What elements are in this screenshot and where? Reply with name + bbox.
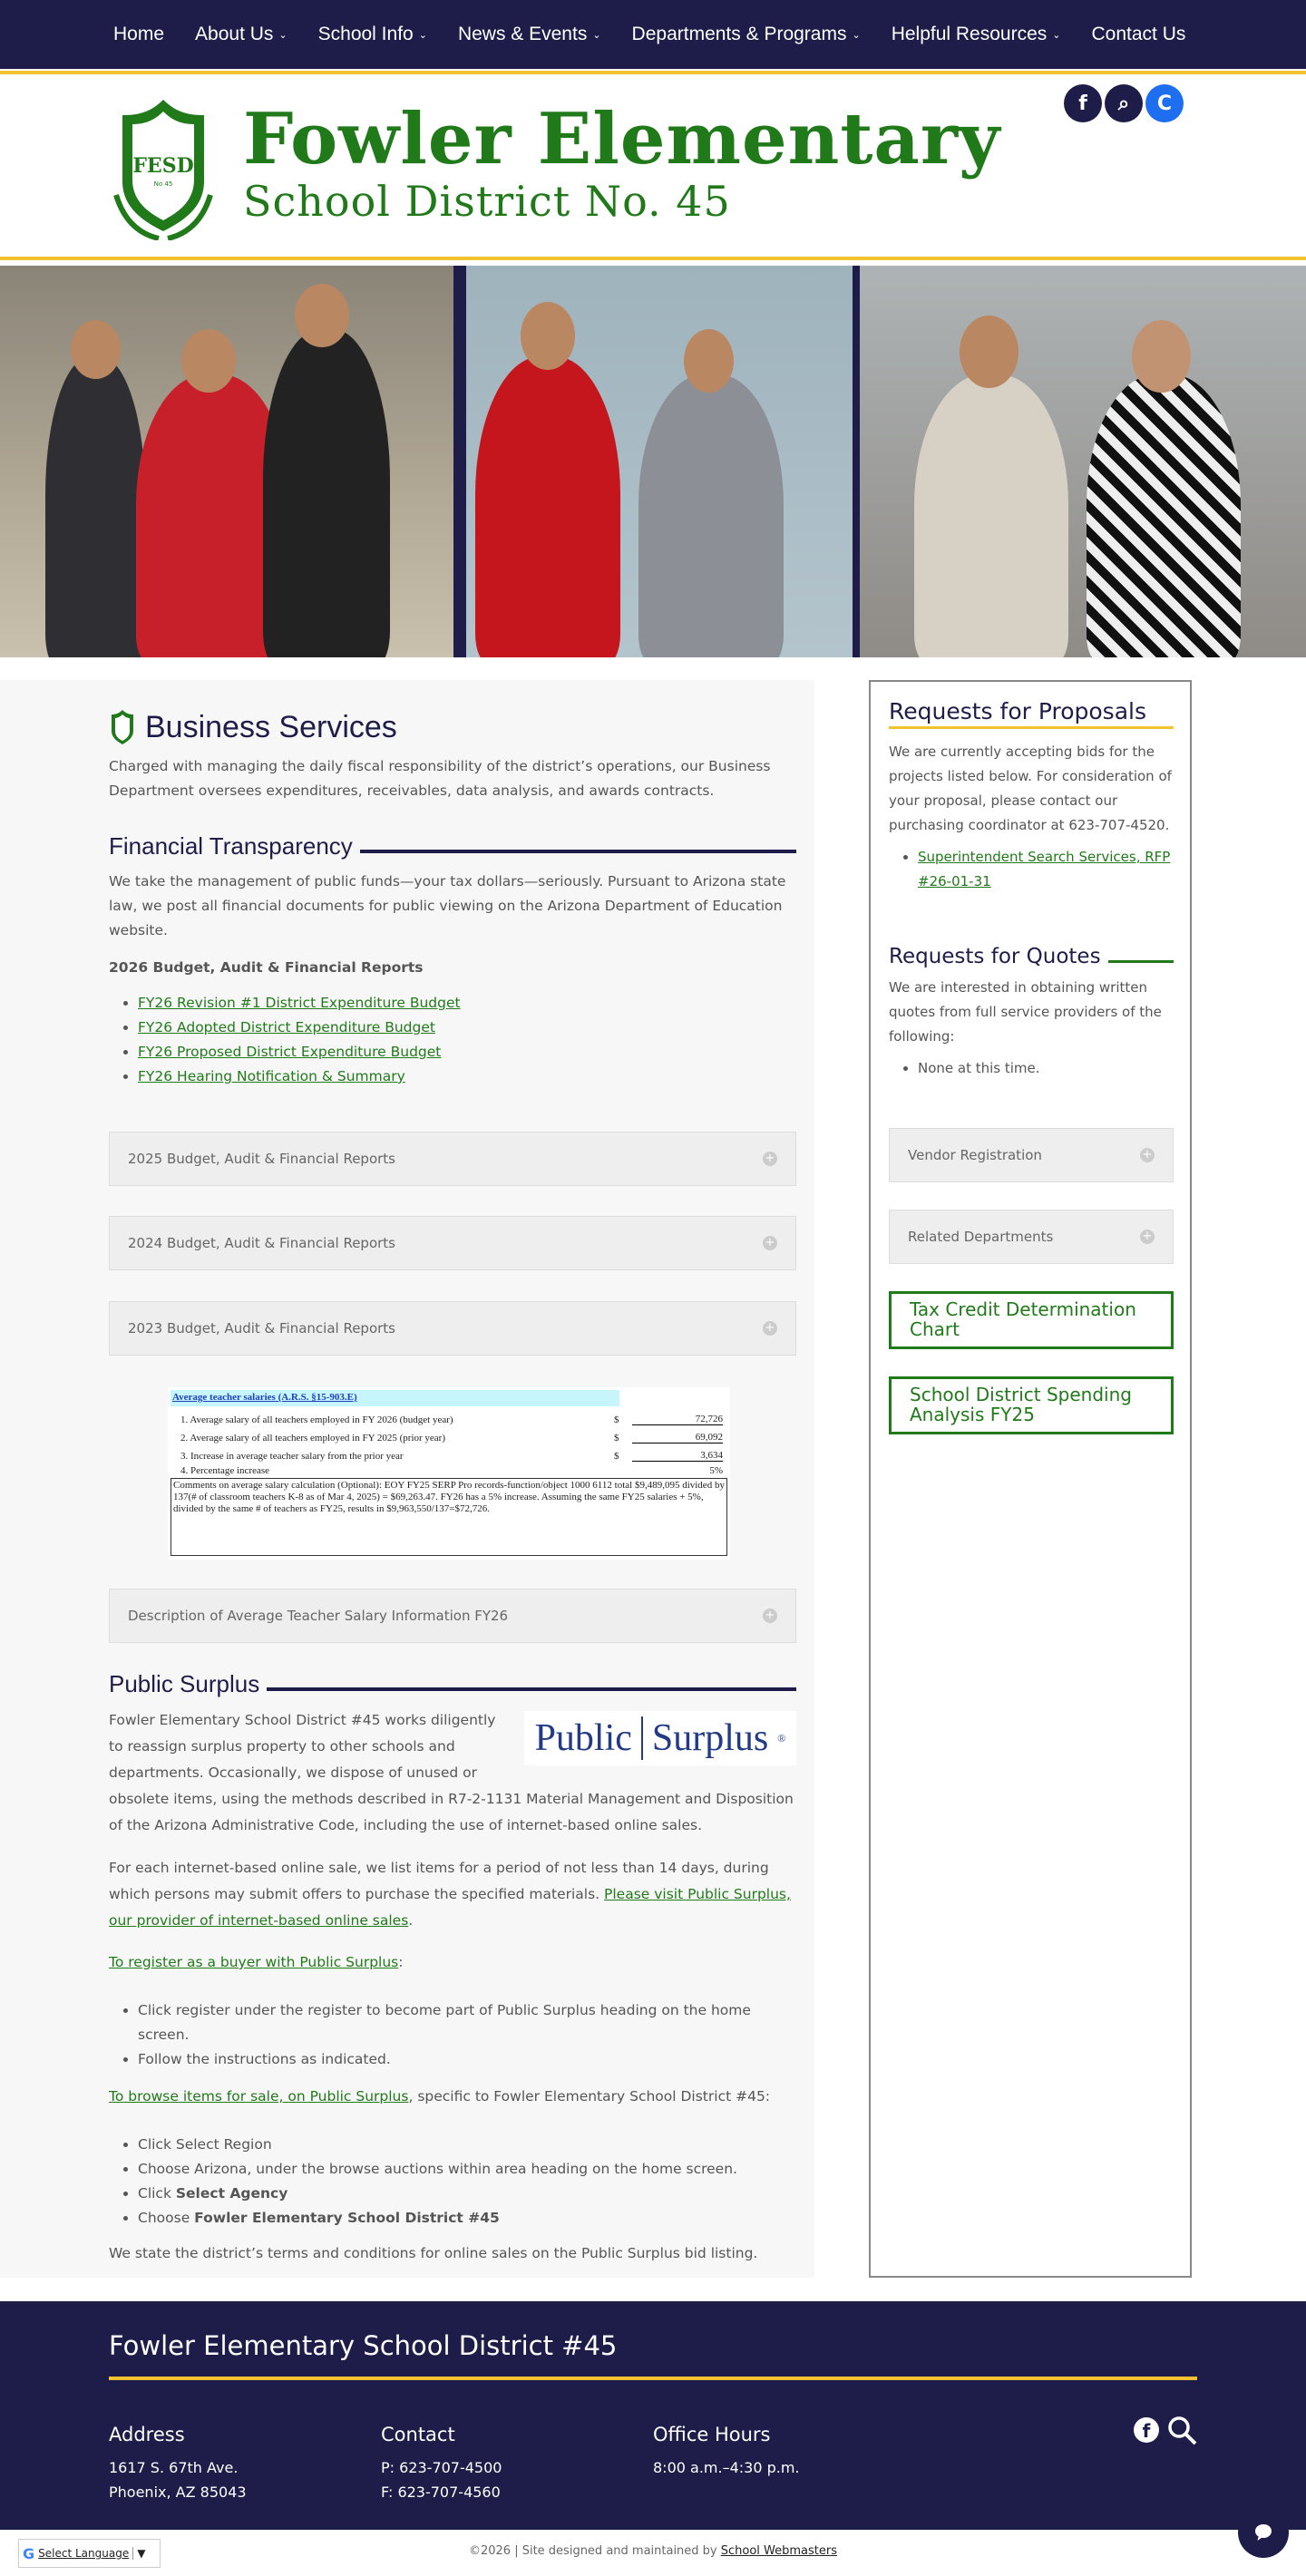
accordion-2024-reports[interactable] bbox=[109, 1216, 796, 1270]
financial-text: We take the management of public funds—your tax dollars—seriously. Pursuant to Arizona state law, we post all financial documents for public viewing on the Arizona Department of Education website. bbox=[109, 873, 786, 938]
heading-text: Requests for Quotes bbox=[889, 945, 1101, 968]
nav-school-info[interactable] bbox=[318, 24, 427, 45]
chevron-down-icon: ⌄ bbox=[278, 29, 288, 41]
chevron-down-icon: ⌄ bbox=[852, 29, 861, 41]
salary-row bbox=[168, 1462, 730, 1476]
plus-icon: + bbox=[1140, 1230, 1155, 1244]
svg-text:FESD: FESD bbox=[132, 154, 194, 178]
report-link[interactable]: FY26 Proposed District Expenditure Budget bbox=[138, 1044, 442, 1060]
accordion-label: Vendor Registration bbox=[908, 1147, 1042, 1163]
sidebar bbox=[869, 680, 1192, 2278]
nav-contact-us[interactable] bbox=[1092, 24, 1186, 45]
rfp-text: We are currently accepting bids for the projects listed below. For consideration of your proposal, please contact our purchasing coordinator at 623-707-4520. bbox=[889, 744, 1172, 833]
row-currency: $ bbox=[614, 1414, 619, 1425]
accordion-label: Description of Average Teacher Salary Information FY26 bbox=[128, 1608, 509, 1624]
c-icon[interactable] bbox=[1145, 84, 1184, 122]
address bbox=[109, 2455, 247, 2504]
chat-button[interactable] bbox=[1238, 2507, 1289, 2558]
row-currency: $ bbox=[614, 1451, 619, 1462]
step-text: Click bbox=[138, 2185, 176, 2202]
accordion-label: Related Departments bbox=[908, 1229, 1054, 1245]
salary-row bbox=[168, 1407, 730, 1425]
plus-icon: + bbox=[763, 1609, 777, 1623]
hero-photo-collage bbox=[0, 266, 1306, 657]
paragraph-text: For each internet-based online sale, we list items for a period of not less than 14 days, during which persons may submit offers to purchase the specified materials. bbox=[109, 1860, 769, 1902]
accordion-label: 2023 Budget, Audit & Financial Reports bbox=[128, 1320, 395, 1337]
financial-transparency-heading bbox=[109, 832, 796, 860]
bottom-bar bbox=[0, 2530, 1306, 2576]
salary-table-title: Average teacher salaries (A.R.S. §15-903.E) bbox=[172, 1392, 357, 1403]
public-surplus-link[interactable]: Please visit Public Surplus, our provider of internet-based online sales bbox=[109, 1886, 791, 1929]
address-heading: Address bbox=[109, 2424, 185, 2445]
shield-icon bbox=[109, 95, 218, 240]
row-value: 69,092 bbox=[632, 1432, 723, 1444]
browse-steps bbox=[109, 2133, 796, 2231]
gold-divider bbox=[0, 257, 1306, 260]
gold-divider bbox=[0, 71, 1306, 74]
list-item bbox=[918, 845, 1174, 894]
nav-label: Helpful Resources bbox=[891, 24, 1048, 44]
row-value: 5% bbox=[709, 1465, 723, 1476]
salary-comments: Comments on average salary calculation (Optional): EOY FY25 SERP Pro records-function/object 1000 6112 total $9,489,095 divided by 137(# of classroom teachers K-8 as of Mar 4, 2025) = $69,263.47. FY26 has a 5% increase. Assuming the same FY25 salaries + 5%, divided by the same # of teachers as FY25, results in $9,963,550/137=$72,726. bbox=[171, 1478, 727, 1556]
surplus-paragraph: Fowler Elementary School District #45 works diligently to reassign surplus property to other schools and departments. Occasionally, we dispose of unused or obsolete items, using the methods described in R7-2-1131 Material Management and Disposition of the Arizona Administrative Code, including the use of internet-based online sales. bbox=[109, 1712, 794, 1833]
row-label: 4. Percentage increase bbox=[180, 1465, 270, 1476]
heading-rule bbox=[1108, 960, 1174, 963]
rfp-link[interactable]: Superintendent Search Services, RFP #26-01-31 bbox=[918, 849, 1171, 889]
list-item: • Follow the instructions as indicated. bbox=[138, 2047, 796, 2072]
accordion-label: 2025 Budget, Audit & Financial Reports bbox=[128, 1151, 395, 1167]
copyright-text: ©2026 | Site designed and maintained by bbox=[468, 2544, 721, 2558]
chevron-down-icon: ⌄ bbox=[592, 29, 601, 41]
list-item bbox=[138, 2206, 796, 2231]
logo-text: Surplus bbox=[651, 1717, 769, 1759]
hero-photo-2 bbox=[466, 266, 853, 657]
chevron-down-icon: ⌄ bbox=[1052, 29, 1061, 41]
gold-divider bbox=[109, 2377, 1197, 2380]
hero-photo-3 bbox=[860, 266, 1306, 657]
row-value: 72,726 bbox=[632, 1414, 723, 1425]
accordion-related-departments[interactable] bbox=[889, 1210, 1174, 1264]
webmasters-link[interactable]: School Webmasters bbox=[720, 2544, 838, 2558]
reports-2026-heading: 2026 Budget, Audit & Financial Reports bbox=[109, 959, 424, 976]
nav-label: Home bbox=[113, 24, 165, 44]
plus-icon: + bbox=[763, 1321, 777, 1336]
site-subtitle: School District No. 45 bbox=[243, 177, 731, 226]
chevron-down-icon: ⌄ bbox=[418, 29, 427, 41]
fax: F: 623-707-4560 bbox=[381, 2484, 501, 2501]
nav-departments[interactable] bbox=[632, 24, 861, 45]
row-label: 3. Increase in average teacher salary from the prior year bbox=[180, 1451, 404, 1462]
register-link[interactable]: To register as a buyer with Public Surplus bbox=[109, 1954, 399, 1970]
salary-row bbox=[168, 1425, 730, 1444]
footer-title: Fowler Elementary School District #45 bbox=[109, 2330, 618, 2361]
step-bold: Fowler Elementary School District #45 bbox=[194, 2210, 500, 2226]
report-link[interactable]: FY26 Adopted District Expenditure Budget bbox=[138, 1019, 435, 1035]
browse-line bbox=[109, 2085, 796, 2109]
search-icon[interactable] bbox=[1167, 2416, 1198, 2446]
nav-label: Departments & Programs bbox=[631, 24, 847, 44]
shield-icon bbox=[109, 709, 136, 745]
office-hours: 8:00 a.m.–4:30 p.m. bbox=[653, 2459, 800, 2476]
search-glyph: ⌕ bbox=[1117, 92, 1130, 115]
list-item: • None at this time. bbox=[918, 1056, 1174, 1081]
step-text: Choose bbox=[138, 2210, 195, 2226]
report-link[interactable]: FY26 Revision #1 District Expenditure Budget bbox=[138, 995, 461, 1011]
dropdown-arrow-icon: ▼ bbox=[132, 2547, 145, 2560]
public-surplus-heading bbox=[109, 1670, 796, 1698]
register-line: To register as a buyer with Public Surplus: bbox=[109, 1954, 404, 1970]
public-surplus-logo[interactable] bbox=[524, 1711, 796, 1765]
search-icon[interactable] bbox=[1105, 84, 1143, 122]
chat-icon bbox=[1252, 2522, 1274, 2543]
step-text: Click Select Region bbox=[138, 2136, 272, 2153]
step-bold: Select Agency bbox=[175, 2185, 288, 2202]
hero-photo-1 bbox=[0, 266, 453, 657]
browse-suffix: , specific to Fowler Elementary School District #45: bbox=[408, 2088, 771, 2105]
page-title-text: Business Services bbox=[145, 709, 397, 744]
phone: P: 623-707-4500 bbox=[381, 2459, 502, 2476]
contact bbox=[381, 2455, 502, 2504]
reports-2026-list bbox=[109, 991, 796, 1089]
tax-credit-chart-button[interactable]: Tax Credit Determination Chart bbox=[889, 1291, 1174, 1349]
facebook-icon[interactable]: f bbox=[1134, 2417, 1159, 2443]
heading-rule bbox=[360, 850, 796, 853]
svg-text:No 45: No 45 bbox=[153, 180, 173, 188]
browse-link[interactable]: To browse items for sale, on Public Surplus bbox=[109, 2088, 409, 2105]
c-glyph: C bbox=[1156, 92, 1173, 115]
site-title: Fowler Elementary bbox=[243, 98, 1001, 180]
footer bbox=[0, 2301, 1306, 2530]
accordion-2023-reports[interactable] bbox=[109, 1301, 796, 1356]
heading-text: Financial Transparency bbox=[109, 832, 353, 860]
list-item bbox=[138, 991, 796, 1016]
address-line: 1617 S. 67th Ave. bbox=[109, 2459, 239, 2476]
main-nav bbox=[0, 0, 1306, 69]
list-item bbox=[138, 2157, 796, 2182]
row-currency: $ bbox=[614, 1433, 619, 1444]
teacher-salary-table bbox=[168, 1387, 730, 1560]
plus-icon: + bbox=[1140, 1148, 1155, 1162]
logo-mark: ® bbox=[777, 1731, 786, 1745]
report-link[interactable]: FY26 Hearing Notification & Summary bbox=[138, 1068, 405, 1084]
intro-text: Charged with managing the daily fiscal responsibility of the district’s operations, our Business Department oversees expenditures, receivables, data analysis, and awards contracts. bbox=[109, 758, 771, 799]
row-label: 2. Average salary of all teachers employed in FY 2025 (prior year) bbox=[180, 1433, 446, 1444]
address-line: Phoenix, AZ 85043 bbox=[109, 2484, 247, 2501]
nav-about-us[interactable] bbox=[195, 24, 288, 45]
accordion-2025-reports[interactable] bbox=[109, 1132, 796, 1186]
rfq-heading bbox=[889, 945, 1174, 968]
step-text: Choose Arizona, under the browse auctions within area heading on the home screen. bbox=[138, 2161, 737, 2177]
salary-row bbox=[168, 1444, 730, 1462]
copyright bbox=[0, 2544, 1306, 2558]
accordion-salary-description[interactable] bbox=[109, 1589, 796, 1643]
list-item: • Click register under the register to become part of Public Surplus heading on the home screen. bbox=[138, 1998, 796, 2047]
nav-label: News & Events bbox=[457, 24, 588, 44]
nav-news-events[interactable] bbox=[458, 24, 601, 45]
facebook-icon[interactable] bbox=[1064, 84, 1102, 122]
list-item bbox=[138, 1040, 796, 1064]
rfq-list bbox=[889, 1056, 1174, 1081]
facebook-glyph: f bbox=[1078, 92, 1087, 115]
row-label: 1. Average salary of all teachers employed in FY 2026 (budget year) bbox=[180, 1414, 453, 1425]
language-label: Select Language bbox=[38, 2547, 130, 2560]
list-item bbox=[138, 2182, 796, 2206]
google-icon: G bbox=[23, 2544, 35, 2562]
list-item bbox=[138, 1064, 796, 1089]
plus-icon: + bbox=[763, 1152, 777, 1166]
heading-text: Public Surplus bbox=[109, 1670, 260, 1697]
list-item bbox=[138, 2133, 796, 2157]
nav-label: About Us bbox=[195, 24, 274, 44]
list-item bbox=[138, 1016, 796, 1040]
contact-heading: Contact bbox=[381, 2424, 455, 2445]
accordion-vendor-registration[interactable] bbox=[889, 1128, 1174, 1182]
row-value: 3,634 bbox=[632, 1450, 723, 1462]
district-logo[interactable] bbox=[109, 95, 218, 240]
rfq-text: We are interested in obtaining written quotes from full service providers of the following: bbox=[889, 979, 1162, 1045]
page-title bbox=[109, 709, 796, 745]
terms-text: We state the district’s terms and conditions for online sales on the Public Surplus bid listing. bbox=[109, 2245, 758, 2261]
nav-label: Contact Us bbox=[1091, 24, 1186, 44]
accordion-label: 2024 Budget, Audit & Financial Reports bbox=[128, 1235, 395, 1251]
nav-home[interactable] bbox=[113, 24, 164, 45]
nav-label: School Info bbox=[317, 24, 414, 44]
hours-heading: Office Hours bbox=[653, 2424, 771, 2445]
spending-analysis-button[interactable]: School District Spending Analysis FY25 bbox=[889, 1376, 1174, 1434]
nav-helpful-resources[interactable] bbox=[892, 24, 1061, 45]
heading-rule bbox=[267, 1687, 796, 1691]
plus-icon: + bbox=[763, 1236, 777, 1250]
rfp-heading: Requests for Proposals bbox=[889, 698, 1174, 729]
rfp-list bbox=[889, 845, 1174, 894]
surplus-paragraph-2: For each internet-based online sale, we list items for a period of not less than 14 days, during which persons may submit offers to purchase the specified materials. Please visit Public Surplus, our provider of internet-based online sales. bbox=[109, 1860, 791, 1929]
register-steps bbox=[109, 1998, 796, 2072]
logo-text: Public bbox=[534, 1717, 632, 1759]
